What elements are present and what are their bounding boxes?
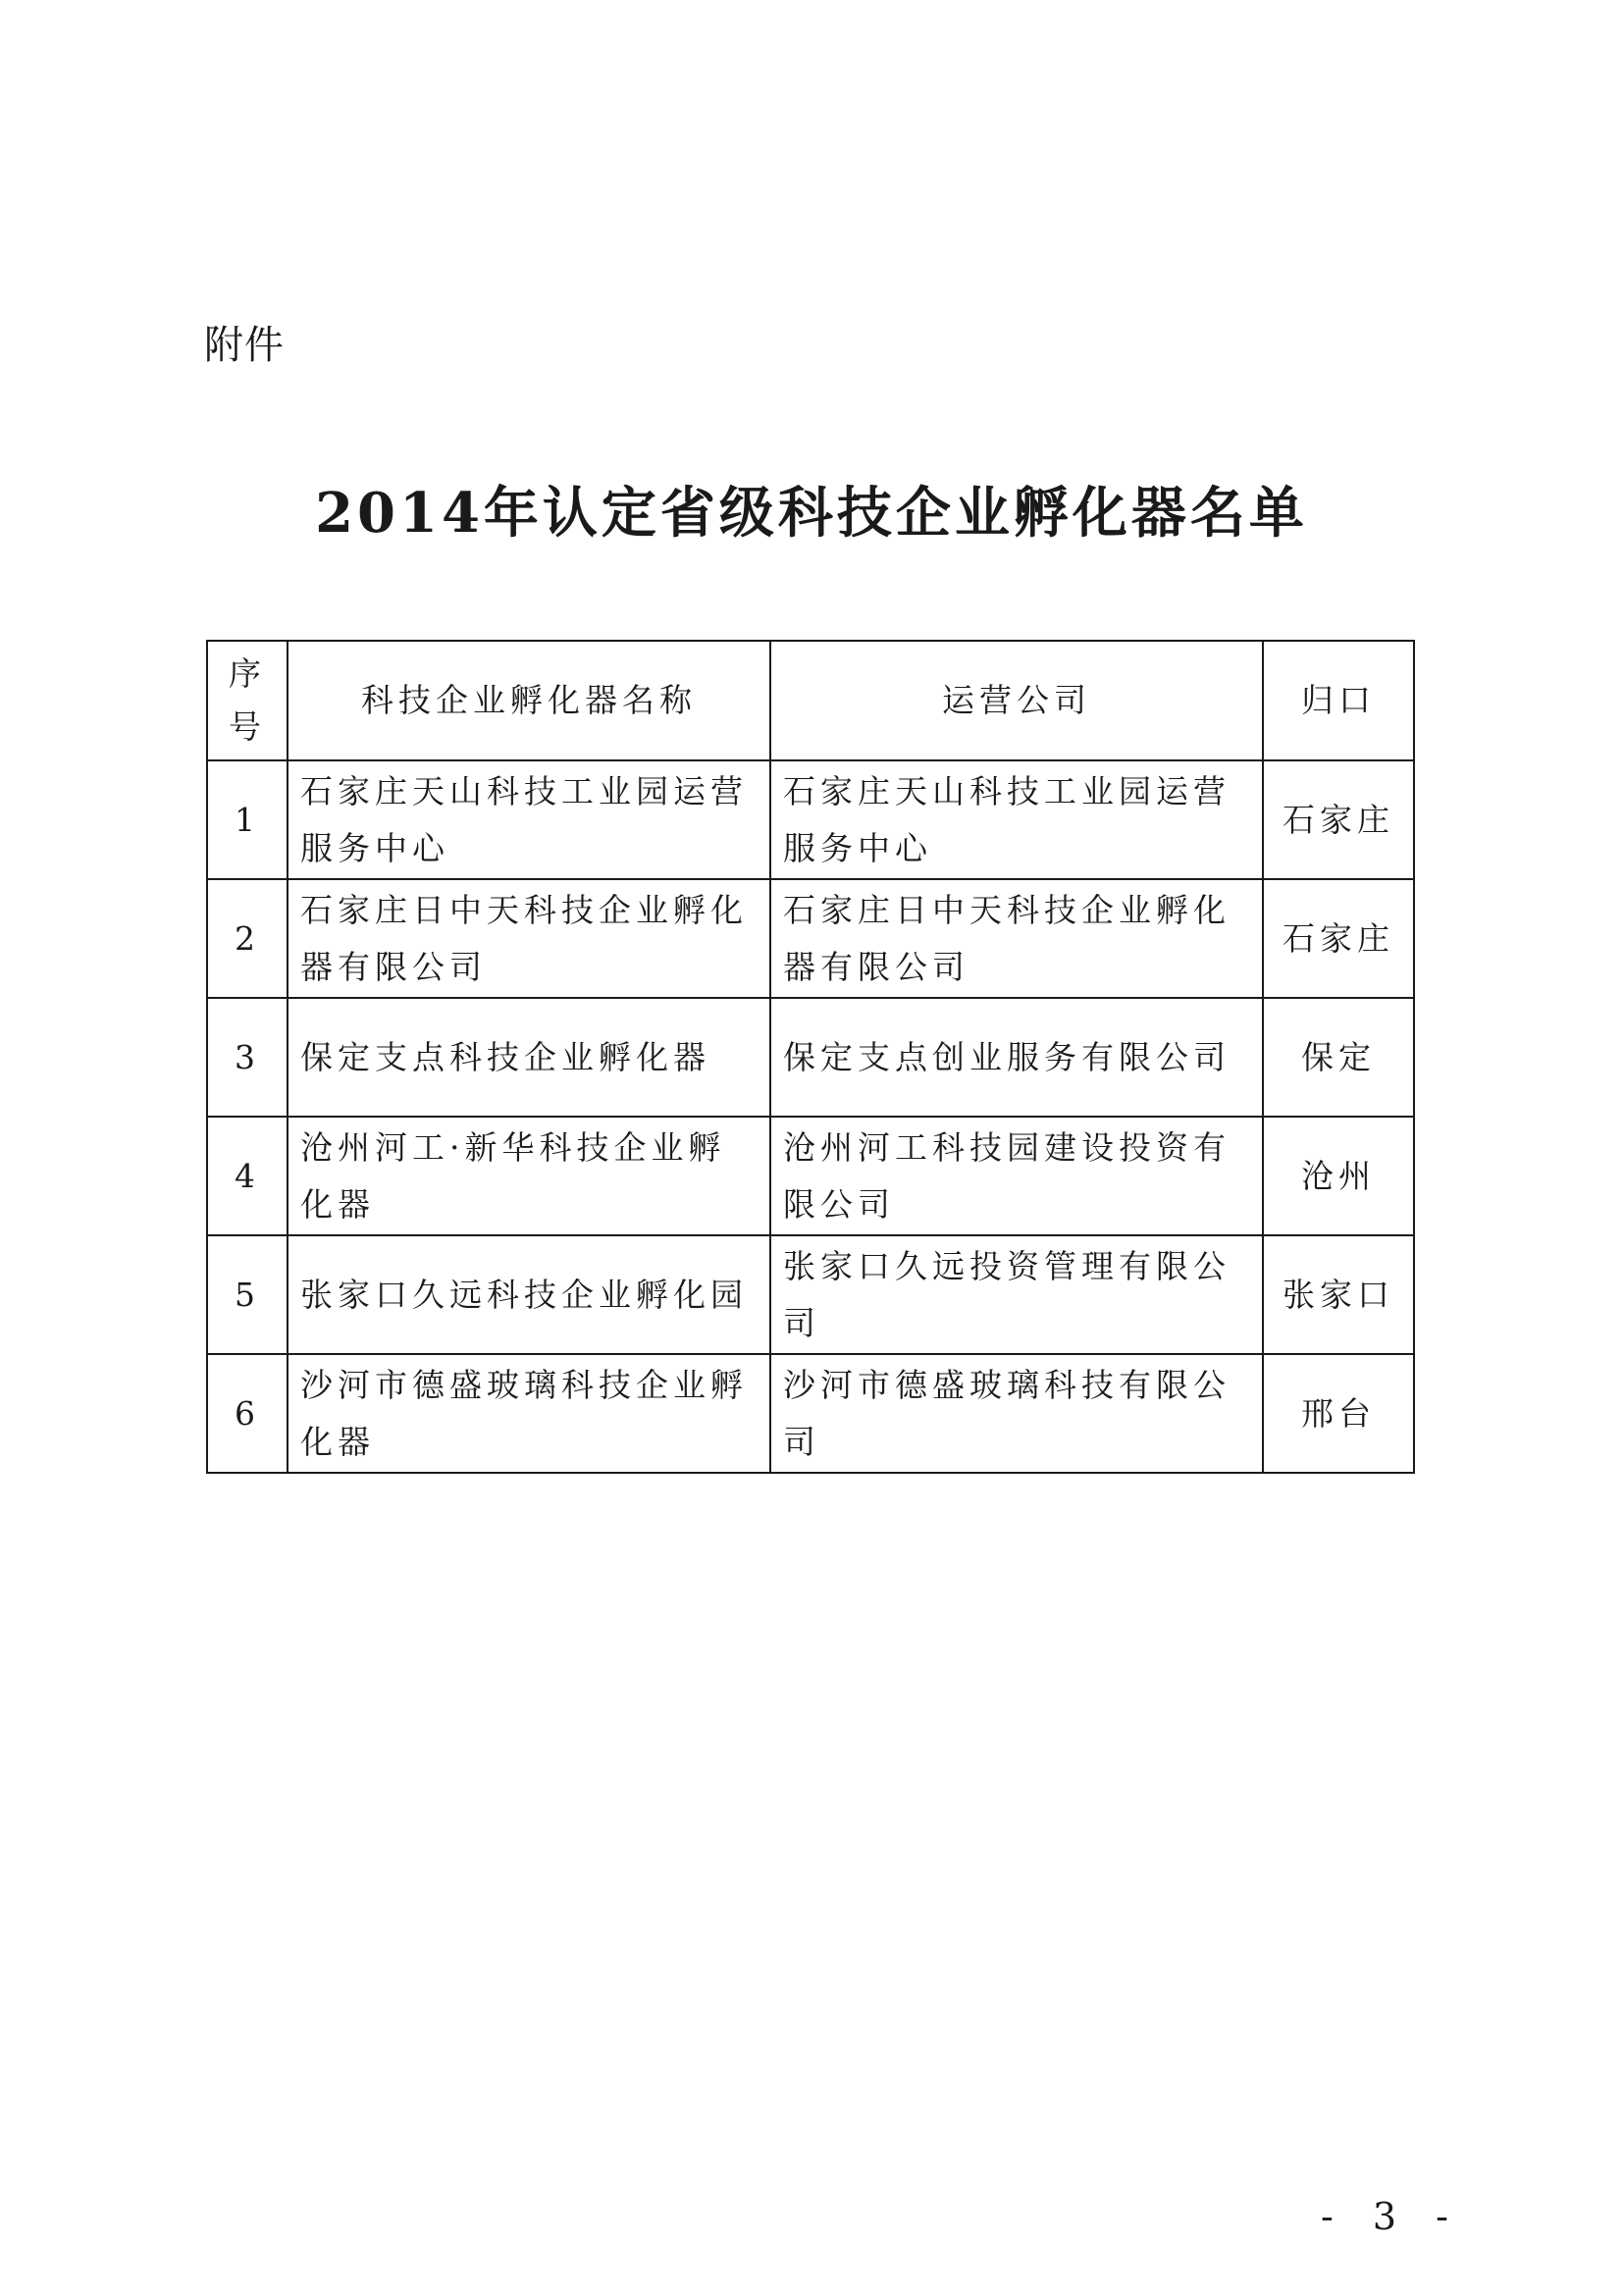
row-region: 石家庄 <box>1263 879 1414 998</box>
row-incubator-name: 石家庄天山科技工业园运营服务中心 <box>288 760 770 879</box>
table-row <box>207 1117 1414 1235</box>
row-index: 5 <box>207 1235 288 1354</box>
row-region: 石家庄 <box>1263 760 1414 879</box>
row-region: 沧州 <box>1263 1117 1414 1235</box>
incubator-table <box>206 640 1415 1474</box>
row-operating-company: 保定支点创业服务有限公司 <box>770 998 1263 1117</box>
header-index-line2: 号 <box>229 707 266 746</box>
header-operating-company: 运营公司 <box>770 641 1263 760</box>
row-incubator-name: 张家口久远科技企业孵化园 <box>288 1235 770 1354</box>
attachment-label: 附件 <box>204 323 285 368</box>
row-index: 2 <box>207 879 288 998</box>
row-operating-company: 张家口久远投资管理有限公司 <box>770 1235 1263 1354</box>
header-index <box>207 641 288 760</box>
row-incubator-name: 沧州河工·新华科技企业孵化器 <box>288 1117 770 1235</box>
row-operating-company: 沙河市德盛玻璃科技有限公司 <box>770 1354 1263 1473</box>
header-region: 归口 <box>1263 641 1414 760</box>
row-index: 1 <box>207 760 288 879</box>
row-incubator-name: 保定支点科技企业孵化器 <box>288 998 770 1117</box>
table-row <box>207 1235 1414 1354</box>
header-index-line1: 序 <box>229 654 266 693</box>
table-row <box>207 998 1414 1117</box>
row-operating-company: 石家庄天山科技工业园运营服务中心 <box>770 760 1263 879</box>
header-incubator-name: 科技企业孵化器名称 <box>288 641 770 760</box>
table-header-row <box>207 641 1414 760</box>
row-region: 保定 <box>1263 998 1414 1117</box>
table-row <box>207 760 1414 879</box>
row-index: 3 <box>207 998 288 1117</box>
row-incubator-name: 沙河市德盛玻璃科技企业孵化器 <box>288 1354 770 1473</box>
table-row <box>207 1354 1414 1473</box>
page-title: 2014年认定省级科技企业孵化器名单 <box>315 481 1308 546</box>
page-number: - 3 - <box>1321 2195 1463 2238</box>
row-index: 6 <box>207 1354 288 1473</box>
row-region: 邢台 <box>1263 1354 1414 1473</box>
row-operating-company: 沧州河工科技园建设投资有限公司 <box>770 1117 1263 1235</box>
table-row <box>207 879 1414 998</box>
row-index: 4 <box>207 1117 288 1235</box>
row-operating-company: 石家庄日中天科技企业孵化器有限公司 <box>770 879 1263 998</box>
row-region: 张家口 <box>1263 1235 1414 1354</box>
row-incubator-name: 石家庄日中天科技企业孵化器有限公司 <box>288 879 770 998</box>
